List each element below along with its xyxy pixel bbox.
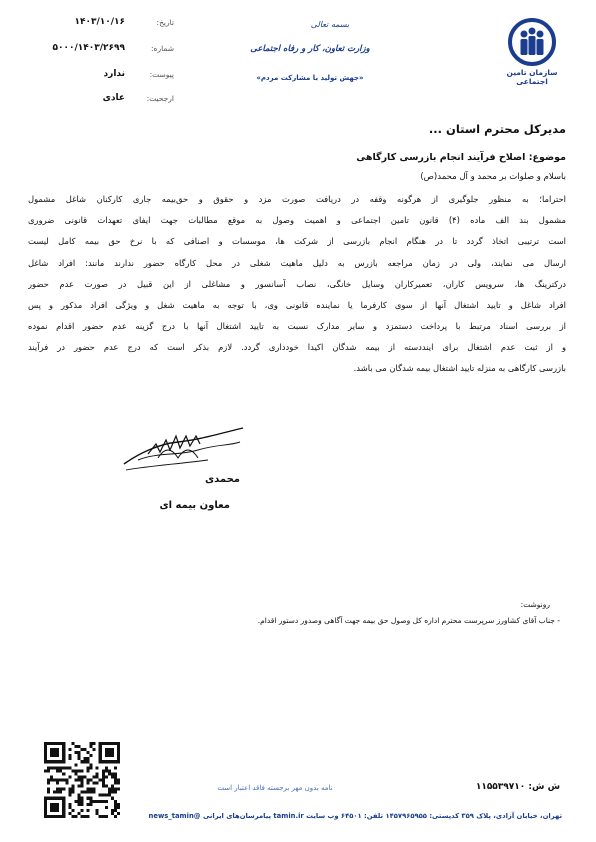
footer-contact: تهران، خیابان آزادی، پلاک ۳۵۹ کدپستی: ۱۴۵۷۹۶۵۹۵۵ تلفن: ۶۴۵۰۱ وب سایت tamin.ir پیامرسان‌های ایرانی @news_tamin [148,812,562,820]
tamin-logo-icon [506,18,558,66]
body-line: و از ثبت عدم اشتغال برای اینددسته از بیمه شدگان اکیدا خودداری گردد. لازم بذکر است که درج عدم حضور در فرآیند [28,342,566,352]
date-label: تاریخ: [156,18,174,27]
date-value: ۱۴۰۳/۱۰/۱۶ [74,17,125,27]
bismillah-heading: بسمه تعالی [310,20,350,29]
body-line: از بررسی اسناد مرتبط با پرداخت دستمزد و سایر مدارک نسبت به تایید اشتغال آنها با درج گزینه عدم حضور اقدام نموده [28,321,566,331]
addressee: مدیرکل محترم استان ... [428,122,566,136]
priority-label: ارجحیت: [146,94,174,103]
number-label: شماره: [151,44,174,53]
priority-value: عادی [102,93,125,103]
subject-line: موضوع: اصلاح فرآیند انجام بازرسی کارگاهی [356,152,566,163]
qr-code-icon [44,742,120,818]
body-line: مشمول بند الف ماده (۴) قانون تامین اجتماعی و اهمیت وصول به موقع مطالبات جهت ایفای تعهدات قانونی ضروری [28,215,566,225]
attachment-value: ندارد [103,69,125,79]
signatory-name: محمدی [204,474,240,485]
body-line: افراد شاغل و تایید اشتغال آنها از سوی کارفرما یا نماینده قانونی وی، با توجه به ماهیت شغل و ویژگی افراد مذکور و پس [28,300,566,310]
attachment-label: پیوست: [149,70,174,79]
cc-recipient: - جناب آقای کشاورز سرپرست محترم اداره کل وصول حق بیمه جهت آگاهی وصدور دستور اقدام. [257,616,560,625]
slogan: «جهش تولید با مشارکت مردم» [256,74,364,82]
body-line: احتراما؛ به منظور جلوگیری از هرگونه وقفه در دریافت صورت مزد و حقوق و حق‌بیمه جاری کارکنان شاغل مشمول [28,194,566,204]
body-line: است ترتیبی اتخاذ گردد تا در هنگام انجام بازرسی از شرکت ها، موسسات و اصنافی که با نرخ حق بیمه کامل لیست [28,236,566,246]
signatory-title: معاون بیمه ای [159,500,230,511]
logo-caption: سازمان تامین اجتماعی [506,68,558,86]
salutation: باسلام و صلوات بر محمد و آل محمد(ص) [420,172,566,182]
emboss-seal-note: نامه بدون مهر برجسته فاقد اعتبار است [217,784,333,792]
body-line: درکترینگ ها، سرویس کاران، تعمیرکاران وسایل خانگی، نصاب آسانسور و مشاغلی از این قبیل در صورت عدم حضور [28,279,566,289]
ministry-name: وزارت تعاون، کار و رفاه اجتماعی [250,44,370,54]
tracking-number: ش ش: ۱۱۵۵۳۹۷۱۰ [475,782,560,792]
body-line: بازرسی کارگاهی به منزله تایید اشتغال بیمه شدگان می باشد. [353,363,566,373]
number-value: ۵۰۰۰/۱۴۰۳/۲۶۹۹ [52,43,125,53]
cc-label: رونوشت: [520,600,550,609]
body-line: ارسال می نمایند، ولی در زمان مراجعه بازرس به دلیل ماهیت شغلی در محل کارگاه حضور ندارند مانند: افراد شاغل [28,258,566,268]
